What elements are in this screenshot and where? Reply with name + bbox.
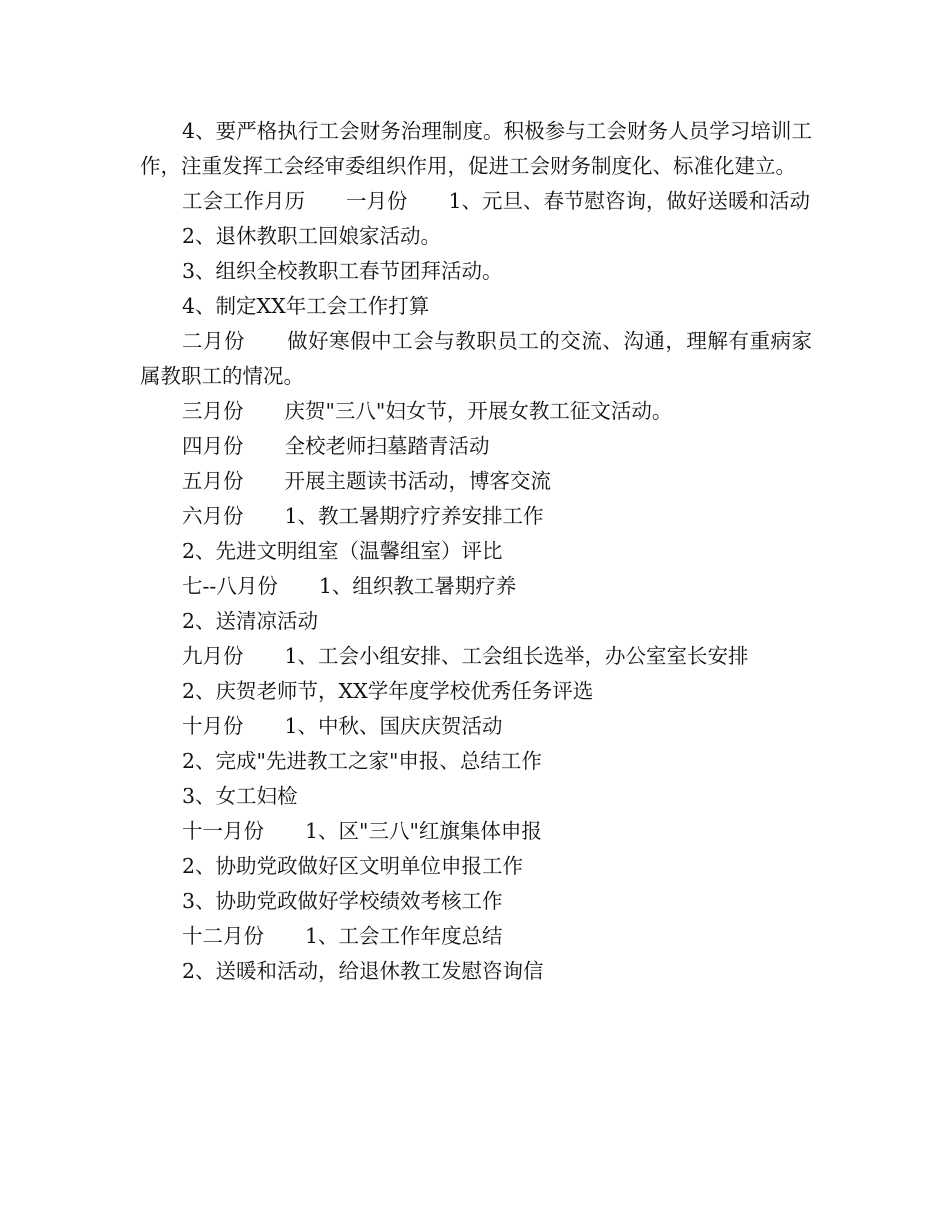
paragraph-september-item-2: 2、庆贺老师节，XX学年度学校优秀任务评选	[182, 679, 594, 703]
paragraph-july-august: 七--八月份 1、组织教工暑期疗养	[182, 574, 517, 598]
paragraph-november: 十一月份 1、区"三八"红旗集体申报	[182, 819, 542, 843]
paragraph-november-item-2: 2、协助党政做好区文明单位申报工作	[182, 854, 524, 878]
paragraph-february: 二月份 做好寒假中工会与教职员工的交流、沟通，理解有重病家属教职工的情况。	[140, 329, 812, 388]
paragraph-january-item-3: 3、组织全校教职工春节团拜活动。	[182, 259, 503, 283]
paragraph-may: 五月份 开展主题读书活动，博客交流	[182, 469, 551, 493]
paragraph-june-item-2: 2、先进文明组室（温馨组室）评比	[182, 539, 503, 563]
paragraph-october-item-2: 2、完成"先进教工之家"申报、总结工作	[182, 749, 542, 773]
paragraph-october: 十月份 1、中秋、国庆庆贺活动	[182, 714, 503, 738]
paragraph-october-item-3: 3、女工妇检	[182, 784, 298, 808]
document-body	[140, 114, 812, 989]
paragraph-june: 六月份 1、教工暑期疗疗养安排工作	[182, 504, 544, 528]
paragraph-finance-policy: 4、要严格执行工会财务治理制度。积极参与工会财务人员学习培训工作，注重发挥工会经审委组织作用，促进工会财务制度化、标准化建立。	[140, 119, 812, 178]
paragraph-january-item-2: 2、退休教职工回娘家活动。	[182, 224, 442, 248]
paragraph-november-item-3: 3、协助党政做好学校绩效考核工作	[182, 889, 503, 913]
paragraph-march: 三月份 庆贺"三八"妇女节，开展女教工征文活动。	[182, 399, 673, 423]
paragraph-september: 九月份 1、工会小组安排、工会组长选举，办公室室长安排	[182, 644, 749, 668]
paragraph-july-august-item-2: 2、送清凉活动	[182, 609, 319, 633]
paragraph-january-item-4: 4、制定XX年工会工作打算	[182, 294, 430, 318]
paragraph-calendar-january: 工会工作月历 一月份 1、元旦、春节慰咨询，做好送暖和活动	[182, 189, 811, 213]
paragraph-december: 十二月份 1、工会工作年度总结	[182, 924, 503, 948]
paragraph-december-item-2: 2、送暖和活动，给退休教工发慰咨询信	[182, 959, 544, 983]
paragraph-april: 四月份 全校老师扫墓踏青活动	[182, 434, 490, 458]
